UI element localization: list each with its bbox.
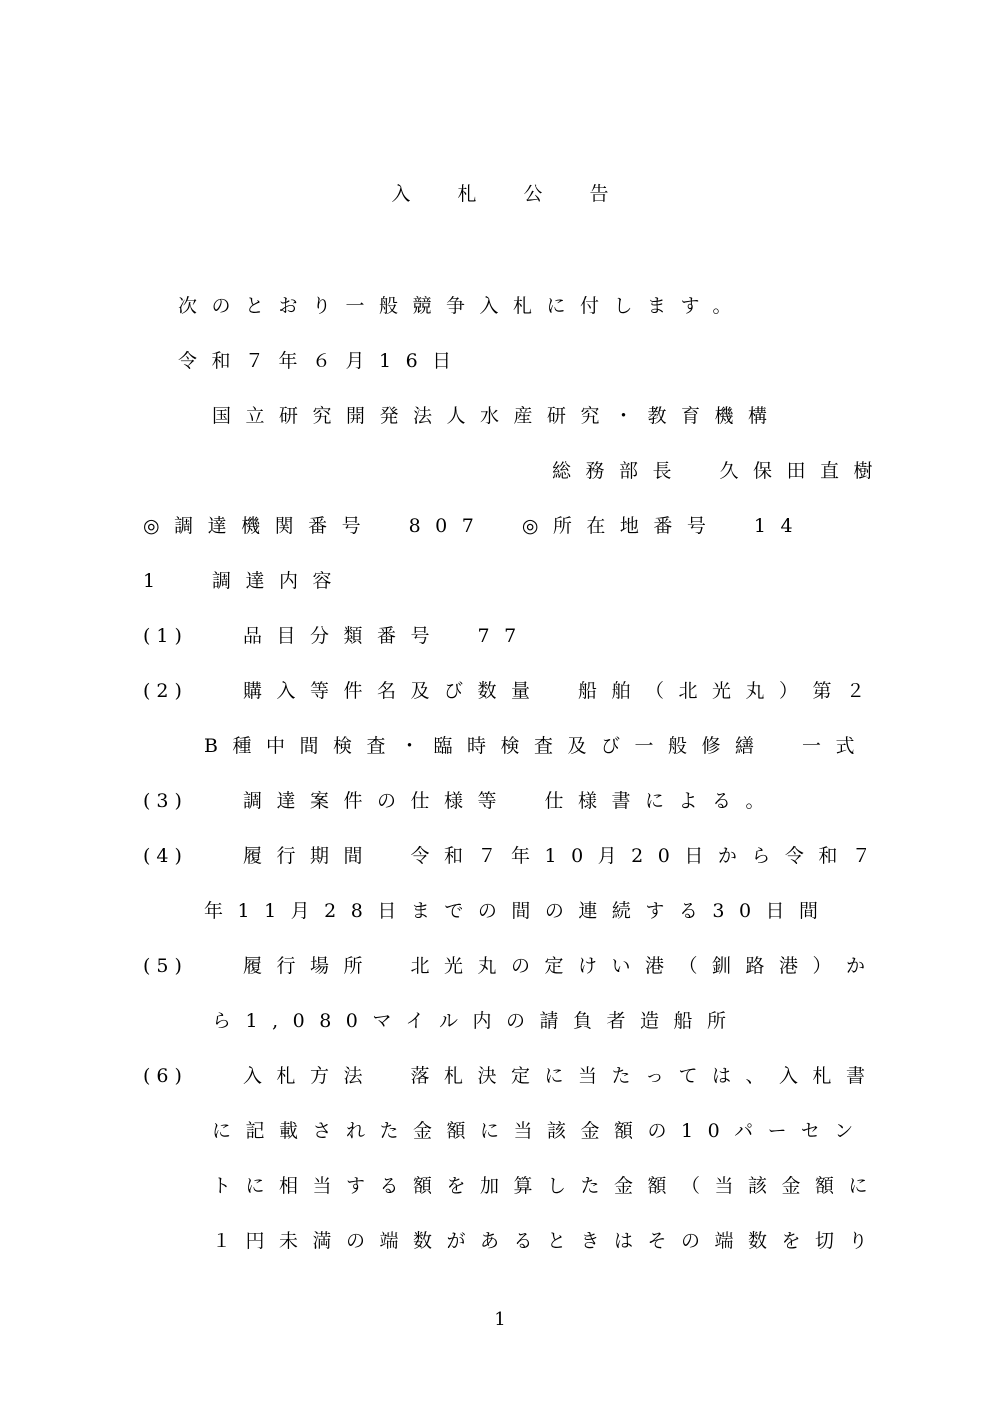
list-item xyxy=(143,792,779,811)
list-item-continuation: １円未満の端数があるときはその端数を切り xyxy=(212,1230,883,1252)
list-item xyxy=(143,627,531,646)
page-number: 1 xyxy=(494,1309,506,1330)
item-number: (2) xyxy=(143,680,188,702)
list-item-continuation: B種中間検査・臨時検査及び一般修繕 一式 xyxy=(204,735,869,757)
organization-name: 国立研究開発法人水産研究・教育機構 xyxy=(212,405,782,427)
item-number: (5) xyxy=(143,955,188,977)
list-item-continuation: に記載された金額に当該金額の10パーセン xyxy=(212,1120,868,1142)
list-item-continuation: トに相当する額を加算した金額（当該金額に xyxy=(212,1175,883,1197)
signatory: 総務部長 久保田直樹 xyxy=(552,460,888,482)
item-text: 入札方法 落札決定に当たっては、入札書 xyxy=(243,1065,880,1087)
list-item-continuation: ら1,080マイル内の請負者造船所 xyxy=(212,1010,741,1032)
list-item xyxy=(143,682,880,701)
procurement-codes: ◎調達機関番号 807 ◎所在地番号 14 xyxy=(143,515,808,537)
item-text: 調達案件の仕様等 仕様書による。 xyxy=(243,790,780,812)
section-heading xyxy=(143,572,346,591)
list-item xyxy=(143,1067,880,1086)
document-title: 入札公告 xyxy=(391,183,656,205)
section-title: 調達内容 xyxy=(212,570,347,592)
item-text: 履行場所 北光丸の定けい港（釧路港）か xyxy=(243,955,880,977)
list-item xyxy=(143,957,880,976)
item-number: (6) xyxy=(143,1065,188,1087)
section-number: 1 xyxy=(143,570,162,592)
date-text: 令和７年６月16日 xyxy=(178,350,466,372)
list-item-continuation: 年11月28日までの間の連続する30日間 xyxy=(204,900,833,922)
intro-text: 次のとおり一般競争入札に付します。 xyxy=(178,295,746,317)
item-number: (1) xyxy=(143,625,188,647)
item-number: (3) xyxy=(143,790,188,812)
item-text: 履行期間 令和７年10月20日から令和７ xyxy=(243,845,886,867)
list-item xyxy=(143,847,885,866)
item-number: (4) xyxy=(143,845,188,867)
item-text: 購入等件名及び数量 船舶（北光丸）第２ xyxy=(243,680,880,702)
item-text: 品目分類番号 77 xyxy=(243,625,531,647)
